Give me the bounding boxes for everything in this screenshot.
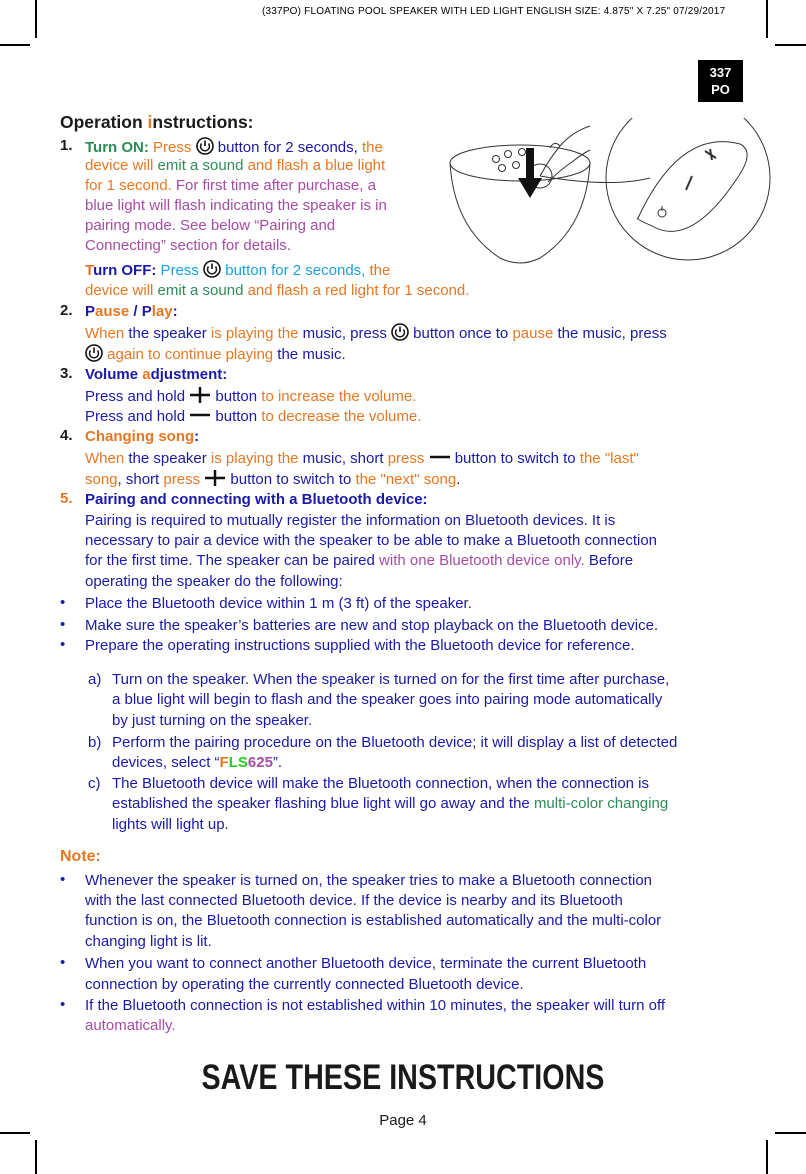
text-run: P	[85, 303, 96, 320]
text-run: Press	[156, 262, 204, 279]
text-run: button for 2 seconds,	[221, 262, 366, 279]
step-number: 4.	[60, 427, 73, 444]
text-run: When	[85, 325, 129, 342]
text-run: devices, select “	[112, 754, 220, 771]
text-run: a	[142, 366, 151, 383]
text-run: pause	[512, 325, 558, 342]
step-5-line: operating the speaker do the following:	[85, 573, 343, 590]
step-number: 3.	[60, 365, 73, 382]
text-run: music, press	[302, 325, 392, 342]
substep-line: lights will light up.	[112, 816, 229, 833]
title-text: i	[147, 112, 153, 132]
text-run: lay	[151, 303, 173, 320]
text-run: ”.	[272, 754, 283, 771]
text-run: :	[194, 428, 200, 445]
substep-line: a blue light will begin to flash and the speaker goes into pairing mode automatically	[112, 691, 663, 708]
model-badge	[698, 60, 743, 102]
text-run: to decrease the volume.	[261, 408, 422, 425]
step-1-line: Connecting” section for details.	[85, 237, 291, 254]
step-number: 5.	[60, 490, 73, 507]
step-1-line: blue light will flash indicating the speaker is in	[85, 197, 387, 214]
plus-icon	[189, 386, 211, 404]
text-run: device will	[85, 282, 158, 299]
step-5-line: necessary to pair a device with the speaker to be able to make a Bluetooth connection	[85, 532, 658, 549]
power-icon	[196, 137, 214, 155]
note-line: If the Bluetooth connection is not established within 10 minutes, the speaker will turn off	[85, 997, 666, 1014]
text-run: song	[85, 471, 118, 488]
text-run: F	[219, 754, 229, 771]
text-run: multi-color changing	[533, 795, 669, 812]
text-run: is playing the	[210, 450, 303, 467]
step-4-line	[85, 448, 639, 468]
plus-icon	[204, 469, 226, 487]
step-1-line	[85, 176, 376, 195]
text-run: emit a sound	[157, 282, 244, 299]
list-item: Make sure the speaker’s batteries are new and stop playback on the Bluetooth device.	[85, 617, 659, 634]
bullet: •	[60, 616, 66, 633]
text-run: Changing song	[85, 428, 195, 445]
text-run: device will	[85, 157, 158, 174]
substep-label: c)	[88, 775, 101, 792]
list-item: Prepare the operating instructions supplied with the Bluetooth device for reference.	[85, 637, 635, 654]
badge-top: 337	[709, 65, 732, 80]
page-number: Page 4	[379, 1112, 427, 1129]
text-run: for the first time. The speaker can be paired	[85, 552, 380, 569]
bullet: •	[60, 954, 66, 971]
step-3-heading	[85, 365, 227, 384]
minus-icon	[429, 448, 451, 466]
note-title: Note:	[60, 848, 101, 865]
step-2-line	[85, 323, 667, 343]
note-line: automatically.	[85, 1017, 176, 1034]
crop-mark	[775, 1132, 806, 1134]
note-line: Whenever the speaker is turned on, the speaker tries to make a Bluetooth connection	[85, 872, 652, 889]
text-run: 625	[247, 754, 273, 771]
list-item: Place the Bluetooth device within 1 m (3 ft) of the speaker.	[85, 595, 472, 612]
step-1-line	[85, 281, 469, 300]
step-number: 2.	[60, 302, 73, 319]
substep-line: by just turning on the speaker.	[112, 712, 313, 729]
step-3-line	[85, 406, 421, 426]
step-3-line	[85, 386, 416, 406]
step-1-line	[85, 156, 385, 175]
power-icon	[203, 260, 221, 278]
step-4-line	[85, 469, 460, 489]
badge-bottom: PO	[711, 82, 730, 97]
text-run: button to switch to	[450, 450, 580, 467]
text-run: for 1 second.	[85, 177, 172, 194]
save-instructions-heading: SAVE THESE INSTRUCTIONS	[201, 1058, 605, 1097]
text-run: the "last"	[579, 450, 639, 467]
text-run: For first time after purchase, a	[171, 177, 376, 194]
crop-mark	[35, 1140, 37, 1174]
text-run: P	[141, 303, 152, 320]
text-run: djustment:	[150, 366, 228, 383]
step-2-heading	[85, 302, 178, 321]
text-run: button for 2 seconds,	[213, 139, 358, 156]
print-info: (337PO) FLOATING POOL SPEAKER WITH LED LIGHT ENGLISH SIZE: 4.875" X 7.25" 07/29/2017	[262, 6, 726, 17]
text-run: LS	[228, 754, 248, 771]
substep-line: Turn on the speaker. When the speaker is turned on for the first time after purchase,	[112, 671, 670, 688]
text-run: ause	[95, 303, 130, 320]
text-run: the music, press	[557, 325, 667, 342]
text-run: and flash a red light for 1 second.	[243, 282, 470, 299]
text-run: button once to	[409, 325, 513, 342]
text-run: .	[456, 471, 461, 488]
bullet: •	[60, 594, 66, 611]
step-1-line	[85, 260, 390, 280]
text-run: Press and hold	[85, 408, 190, 425]
crop-mark	[766, 1140, 768, 1174]
text-run: Press	[148, 139, 196, 156]
text-run: established the speaker flashing blue light will go away and the	[112, 795, 534, 812]
step-1-line	[85, 137, 383, 157]
note-line: changing light is lit.	[85, 933, 212, 950]
substep-line: Perform the pairing procedure on the Bluetooth device; it will display a list of detected	[112, 734, 678, 751]
title-text: Operation	[60, 112, 148, 132]
substep-line	[112, 753, 282, 772]
minus-icon	[189, 406, 211, 424]
text-run: the music.	[277, 346, 346, 363]
note-line: with the last connected Bluetooth device. If the device is nearby and its Bluetooth	[85, 892, 623, 909]
page-title	[60, 112, 254, 133]
text-run: the	[357, 139, 383, 156]
text-run: music, short	[302, 450, 388, 467]
text-run: is playing the	[210, 325, 303, 342]
text-run: button	[211, 388, 262, 405]
substep-label: b)	[88, 734, 102, 751]
text-run: Volume	[85, 366, 143, 383]
step-5-line	[85, 551, 633, 570]
text-run: the speaker	[128, 450, 211, 467]
step-2-line	[85, 344, 346, 364]
text-run: press	[387, 450, 429, 467]
substep-line: The Bluetooth device will make the Bluetooth connection, when the connection is	[112, 775, 649, 792]
substep-line	[112, 794, 668, 813]
step-5-heading: Pairing and connecting with a Bluetooth device:	[85, 491, 428, 508]
substep-label: a)	[88, 671, 102, 688]
crop-mark	[35, 0, 37, 38]
note-line: When you want to connect another Bluetooth device, terminate the current Bluetooth	[85, 955, 647, 972]
speaker-top	[450, 145, 590, 181]
text-run: :	[172, 303, 178, 320]
text-run: to increase the volume.	[261, 388, 417, 405]
title-text: nstructions:	[152, 112, 254, 132]
step-4-heading	[85, 427, 199, 446]
text-run: press	[163, 471, 205, 488]
text-run: the	[365, 262, 391, 279]
crop-mark	[775, 44, 806, 46]
text-run: button to switch to	[226, 471, 356, 488]
turn-off-label: T	[85, 262, 94, 279]
bullet: •	[60, 636, 66, 653]
bullet: •	[60, 996, 66, 1013]
note-line: connection by operating the currently connected Bluetooth device.	[85, 976, 524, 993]
text-run: emit a sound	[157, 157, 244, 174]
bullet: •	[60, 871, 66, 888]
crop-mark	[0, 1132, 30, 1134]
text-run: and flash a blue light	[243, 157, 386, 174]
step-1-line: pairing mode. See below “Pairing and	[85, 217, 336, 234]
text-run: Press and hold	[85, 388, 190, 405]
power-icon	[391, 323, 409, 341]
text-run: the "next" song	[355, 471, 457, 488]
text-run: When	[85, 450, 129, 467]
control-panel-zoom	[606, 118, 770, 260]
turn-on-label: Turn ON:	[85, 139, 149, 156]
text-run: , short	[117, 471, 164, 488]
text-run: the speaker	[128, 325, 211, 342]
step-5-line: Pairing is required to mutually register the information on Bluetooth devices. It is	[85, 512, 616, 529]
crop-mark	[766, 0, 768, 38]
step-number: 1.	[60, 137, 73, 154]
note-line: function is on, the Bluetooth connection is established automatically and the multi-color	[85, 912, 662, 929]
power-icon	[85, 344, 103, 362]
text-run: /	[129, 303, 142, 320]
speaker-illustration	[440, 118, 780, 278]
text-run: again to continue playing	[103, 346, 278, 363]
crop-mark	[0, 44, 30, 46]
text-run: with one Bluetooth device only.	[379, 552, 585, 569]
text-run: button	[211, 408, 262, 425]
text-run: Before	[584, 552, 634, 569]
turn-off-label: urn OFF:	[93, 262, 157, 279]
